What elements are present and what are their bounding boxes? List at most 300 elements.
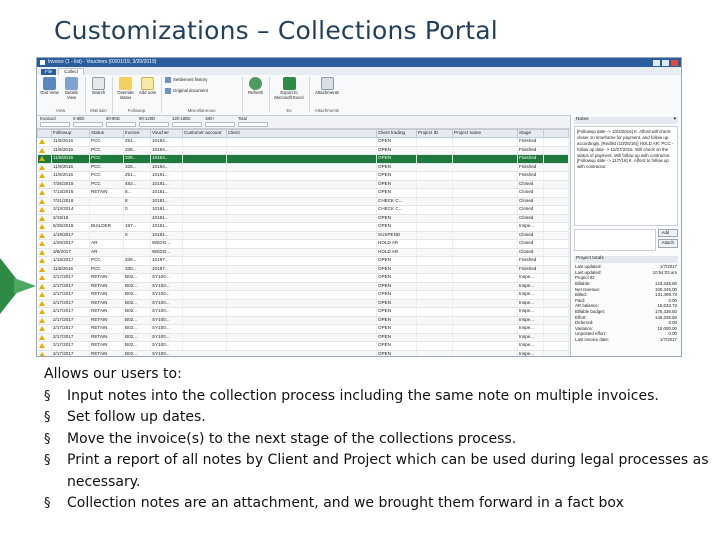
refresh-label: Refresh [247,90,264,95]
search-button[interactable] [89,77,108,108]
totals-label: Variance: [575,325,594,331]
table-cell: Finished [518,163,544,172]
filter-input[interactable] [139,122,169,127]
totals-label: Project ID: [575,275,596,281]
table-cell: 7/25/2016 [52,180,90,189]
slide-title: Customizations – Collections Portal [54,16,498,45]
table-cell: PCC [90,155,124,164]
filter-invoiced [40,117,70,127]
note-input[interactable] [574,229,656,251]
column-header[interactable]: Stage [518,130,544,138]
table-row[interactable] [38,197,569,206]
redacted-cell [417,333,453,342]
details-view-button[interactable] [62,77,81,108]
column-header[interactable] [544,130,569,138]
redacted-cell [544,248,569,257]
redacted-cell [453,257,518,266]
table-cell: B02... [124,299,151,308]
warning-cell [38,172,52,181]
tab-collect[interactable]: Collect [58,68,84,76]
table-cell: OPEN [377,257,417,266]
table-cell: 10181... [151,197,183,206]
table-cell: 2/17/2017 [52,325,90,334]
warning-icon [39,199,45,204]
table-cell: BUILDER [90,223,124,232]
table-cell: OPEN [377,155,417,164]
table-row[interactable] [38,350,569,357]
table-cell: OPEN [377,350,417,357]
search-icon [92,77,105,90]
warning-icon [39,207,45,212]
table-cell: 330... [124,265,151,274]
filter-input[interactable] [73,122,103,127]
filter-label: 0-60D [73,116,85,121]
table-cell: Finished [518,172,544,181]
redacted-cell [183,342,227,351]
table-cell: 10181... [151,214,183,223]
redacted-cell [183,265,227,274]
original-document-button[interactable] [165,88,238,94]
table-cell: 10181... [151,223,183,232]
table-cell: 11/9/2016 [52,155,90,164]
redacted-cell [183,172,227,181]
table-cell: B02... [124,282,151,291]
column-header[interactable] [38,130,52,138]
column-header[interactable]: Customer account [183,130,227,138]
redacted-cell [417,206,453,215]
warning-icon [39,352,45,357]
invoice-grid [37,129,568,356]
table-cell: 10181... [151,231,183,240]
redacted-cell [453,282,518,291]
redacted-cell [183,291,227,300]
warning-icon [39,267,45,272]
table-row[interactable] [38,223,569,232]
redacted-cell [183,240,227,249]
feature-list [44,386,709,515]
warning-icon [39,156,45,161]
pin-icon[interactable]: ▾ [673,117,676,122]
table-cell: 1/19/2017 [52,257,90,266]
excel-icon [283,77,296,90]
redacted-cell [417,257,453,266]
bullet-icon: § [44,496,51,511]
add-note-factbox-button[interactable]: Add [658,229,678,237]
table-cell: 325... [124,163,151,172]
table-row[interactable] [38,308,569,317]
filter-label: 90-120D [139,116,156,121]
table-cell: 8... [124,189,151,198]
table-row[interactable] [38,189,569,198]
table-cell: B02... [124,350,151,357]
group-name-miscellaneous: Miscellaneous [187,107,216,113]
table-cell: Closed [518,231,544,240]
attach-button[interactable]: Attach [658,239,678,247]
warning-cell [38,308,52,317]
redacted-cell [544,282,569,291]
column-header[interactable]: Voucher [151,130,183,138]
warning-icon [39,318,45,323]
table-cell: 11/8/2016 [52,265,90,274]
table-cell: Closed [518,180,544,189]
table-cell: 8/29/2016 [52,223,90,232]
warning-icon [39,250,45,255]
table-cell: SY100... [151,350,183,357]
redacted-cell [453,163,518,172]
ribbon-group-attachments [313,77,345,113]
group-name-view: View [55,107,66,113]
redacted-cell [227,350,377,357]
redacted-cell [183,180,227,189]
table-cell: OPEN [377,146,417,155]
add-note-button[interactable] [138,77,157,108]
table-cell: RETAIN [90,299,124,308]
feature-item [44,493,709,515]
table-cell: AR [90,240,124,249]
table-cell: 338... [124,146,151,155]
redacted-cell [417,146,453,155]
group-name-export: Ex [286,107,292,113]
column-header[interactable]: Project name [453,130,518,138]
redacted-cell [453,316,518,325]
table-cell: 2/17/2017 [52,342,90,351]
table-row[interactable] [38,206,569,215]
column-header[interactable]: Client [227,130,377,138]
redacted-cell [183,163,227,172]
redacted-cell [453,197,518,206]
totals-value: 1/7/2017 [659,336,677,342]
table-cell: Finished [518,138,544,147]
table-cell: 10181... [151,189,183,198]
ribbon-group-view [40,77,86,113]
override-icon [119,77,132,90]
table-row[interactable] [38,282,569,291]
redacted-cell [544,350,569,357]
table-cell: SY100... [151,333,183,342]
app-icon [40,60,45,65]
filter-180-plus [205,117,235,127]
redacted-cell [544,197,569,206]
table-cell: RETAIN [90,274,124,283]
redacted-cell [453,189,518,198]
redacted-cell [417,180,453,189]
table-row[interactable] [38,316,569,325]
redacted-cell [417,299,453,308]
totals-label: Last invoice date: [575,336,610,342]
table-cell: 251... [124,172,151,181]
filter-total [238,117,268,127]
redacted-cell [453,274,518,283]
feature-text: Input notes into the collection process including the same note on multiple invoices. [67,387,659,404]
table-cell: 2/17/2017 [52,350,90,357]
grid-header-row [38,130,569,138]
redacted-cell [544,265,569,274]
collections-portal-window [36,57,682,357]
feature-text: Set follow up dates. [67,409,206,425]
redacted-cell [417,248,453,257]
totals-value: 15,000.00 [657,325,677,331]
feature-text: Collection notes are an attachment, and we brought them forward in a fact box [67,495,624,511]
table-cell: 7/21/2016 [52,197,90,206]
table-cell: RETAIN [90,308,124,317]
redacted-cell [544,308,569,317]
settlement-history-button[interactable] [165,77,238,83]
warning-icon [39,190,45,195]
warning-icon [39,335,45,340]
warning-cell [38,291,52,300]
table-cell: 10187... [151,257,183,266]
table-cell: 10181... [151,172,183,181]
filter-60-90 [106,117,136,127]
warning-icon [39,173,45,178]
table-cell: OPEN [377,316,417,325]
redacted-cell [453,325,518,334]
column-header[interactable]: Invoice [124,130,151,138]
table-row[interactable] [38,214,569,223]
table-cell: RETAIN [90,342,124,351]
table-cell: PCC [90,138,124,147]
details-icon [65,77,78,90]
totals-value: 123,336.50 [655,280,677,286]
table-row[interactable] [38,172,569,181]
warning-cell [38,333,52,342]
table-cell: RETAIN [90,333,124,342]
totals-label: Billed: [575,292,587,298]
redacted-cell [227,206,377,215]
table-cell: 2/17/2017 [52,282,90,291]
totals-value: 10:54:03 am [652,269,677,275]
table-cell: 11/9/2016 [52,163,90,172]
minimize-icon[interactable] [653,60,660,66]
notes-factbox [570,115,681,356]
ribbon-group-export [273,77,310,113]
redacted-cell [453,138,518,147]
redacted-cell [417,342,453,351]
bullet-icon: § [44,431,51,447]
filter-label: Invoiced [40,116,56,121]
redacted-cell [183,350,227,357]
warning-icon [39,148,45,153]
redacted-cell [227,155,377,164]
override-status-label: Override status [117,90,134,100]
warning-cell [38,231,52,240]
filter-input[interactable] [205,122,235,127]
table-cell: OPEN [377,333,417,342]
table-cell: RETAIN [90,291,124,300]
tab-file[interactable]: File [41,69,56,76]
table-row[interactable] [38,155,569,164]
warning-cell [38,316,52,325]
warning-icon [39,275,45,280]
export-excel-button[interactable] [273,77,305,108]
warning-icon [39,292,45,297]
redacted-cell [227,325,377,334]
table-cell: Closed [518,248,544,257]
feature-item [44,450,709,493]
redacted-cell [417,274,453,283]
table-cell: AR [90,248,124,257]
table-cell: OPEN [377,138,417,147]
table-row[interactable] [38,146,569,155]
redacted-cell [544,291,569,300]
redacted-cell [183,138,227,147]
table-row[interactable] [38,240,569,249]
warning-icon [39,284,45,289]
table-cell: Inspe... [518,308,544,317]
grid-view-button[interactable] [40,77,59,108]
table-cell: B02... [124,308,151,317]
redacted-cell [183,231,227,240]
filter-input[interactable] [106,122,136,127]
column-header[interactable]: Project ID [417,130,453,138]
redacted-cell [227,257,377,266]
table-row[interactable] [38,291,569,300]
table-cell: OPEN [377,274,417,283]
table-row[interactable] [38,325,569,334]
table-row[interactable] [38,257,569,266]
table-cell: 1/28/2017 [52,240,90,249]
redacted-cell [544,274,569,283]
details-view-label: Details View [64,90,79,100]
redacted-cell [227,163,377,172]
refresh-button[interactable] [246,77,265,112]
filter-input[interactable] [40,122,70,127]
column-header[interactable]: Status [90,130,124,138]
table-cell: RETAIN [90,282,124,291]
settlement-history-label: Settlement history [173,76,208,82]
attachments-button[interactable] [313,77,341,108]
redacted-cell [183,274,227,283]
project-totals-header: Project totals [574,256,678,263]
table-row[interactable] [38,265,569,274]
table-row[interactable] [38,274,569,283]
totals-label: AR balance: [575,303,599,309]
redacted-cell [227,180,377,189]
redacted-cell [453,308,518,317]
warning-icon [39,343,45,348]
warning-cell [38,299,52,308]
warning-icon [39,309,45,314]
table-cell: Closed [518,197,544,206]
warning-cell [38,248,52,257]
table-row[interactable] [38,231,569,240]
grid-icon [43,77,56,90]
totals-label: Billable budget: [575,308,606,314]
totals-label: Net revenue: [575,286,601,292]
warning-icon [39,165,45,170]
refresh-icon [249,77,262,90]
table-cell: SY100... [151,342,183,351]
redacted-cell [417,316,453,325]
search-label: Search [91,90,106,95]
redacted-cell [183,299,227,308]
note-entry [574,229,678,251]
redacted-cell [227,240,377,249]
redacted-cell [453,180,518,189]
close-icon[interactable] [671,60,678,66]
table-cell: Closed [518,214,544,223]
totals-label: Paid: [575,297,586,303]
table-cell: B02... [124,342,151,351]
table-cell: PCC [90,180,124,189]
table-cell: B02... [124,325,151,334]
table-cell: WEDO... [151,248,183,257]
table-cell: 10184... [151,138,183,147]
table-cell: OPEN [377,189,417,198]
table-cell: 187... [124,223,151,232]
filter-input[interactable] [172,122,202,127]
totals-label: Billable: [575,280,591,286]
warning-cell [38,350,52,357]
column-header[interactable]: Client trading [377,130,417,138]
warning-cell [38,189,52,198]
warning-cell [38,282,52,291]
table-row[interactable] [38,138,569,147]
redacted-cell [417,214,453,223]
totals-value: 145,336.50 [655,314,677,320]
warning-cell [38,146,52,155]
totals-value: 100,345.00 [655,286,677,292]
table-cell: Closed [518,189,544,198]
redacted-cell [227,316,377,325]
warning-icon [39,301,45,306]
redacted-cell [544,155,569,164]
ribbon-group-followup [116,77,162,113]
redacted-cell [453,172,518,181]
table-cell: 8 [124,197,151,206]
table-cell: 11/9/2016 [52,172,90,181]
redacted-cell [417,172,453,181]
table-cell: Finished [518,257,544,266]
table-cell [90,197,124,206]
table-row[interactable] [38,333,569,342]
table-row[interactable] [38,163,569,172]
table-cell: Finished [518,146,544,155]
table-cell: 1/19/2017 [52,231,90,240]
table-cell: OPEN [377,172,417,181]
table-row[interactable] [38,248,569,257]
table-cell: OPEN [377,163,417,172]
redacted-cell [453,206,518,215]
table-cell: PCC [90,172,124,181]
column-header[interactable]: Followup [52,130,90,138]
table-cell: 2/17/2017 [52,316,90,325]
redacted-cell [183,325,227,334]
table-row[interactable] [38,342,569,351]
table-cell: 339... [124,155,151,164]
table-cell: Inspe... [518,291,544,300]
redacted-cell [453,248,518,257]
table-cell: WEDO... [151,240,183,249]
maximize-icon[interactable] [662,60,669,66]
table-row[interactable] [38,180,569,189]
table-cell: Closed [518,206,544,215]
group-name-maintain: Maintain [90,107,107,113]
redacted-cell [227,214,377,223]
redacted-cell [453,155,518,164]
override-status-button[interactable] [116,77,135,108]
warning-cell [38,214,52,223]
table-cell: 2/17/2017 [52,299,90,308]
warning-icon [39,258,45,263]
table-cell: OPEN [377,282,417,291]
table-row[interactable] [38,299,569,308]
warning-cell [38,223,52,232]
redacted-cell [453,223,518,232]
filter-input[interactable] [238,122,268,127]
table-cell: OPEN [377,299,417,308]
totals-value: 131,499.73 [655,292,677,298]
